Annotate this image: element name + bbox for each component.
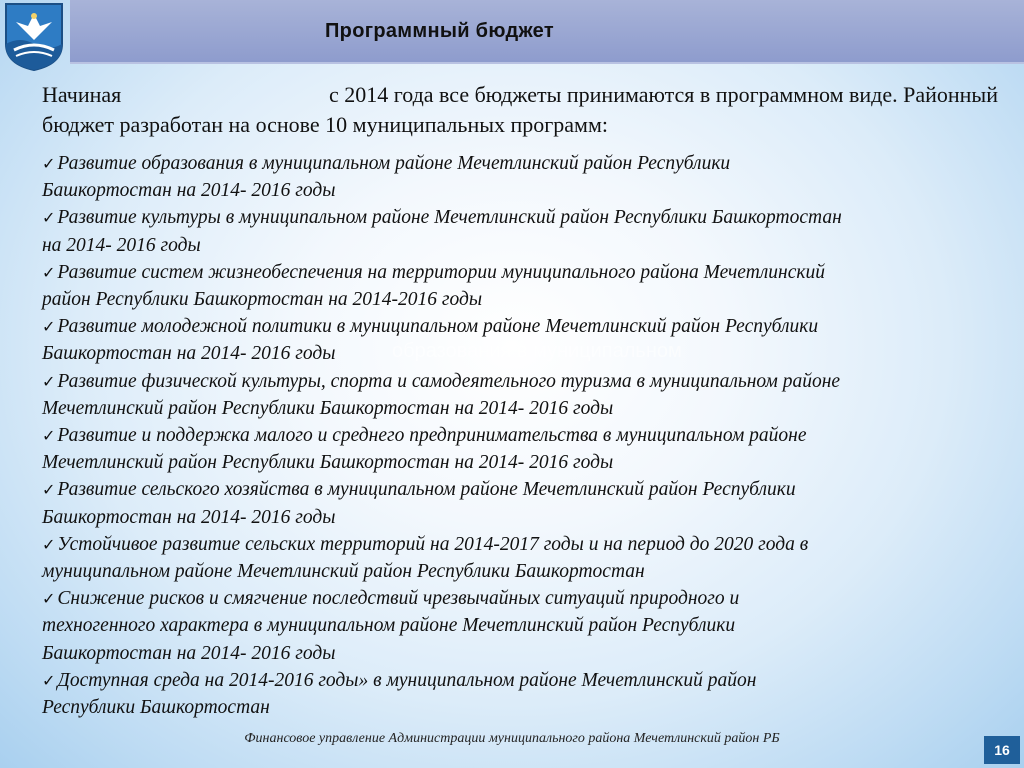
checkmark-icon: ✓ bbox=[42, 589, 56, 609]
checkmark-icon: ✓ bbox=[42, 154, 56, 173]
program-item: ✓ Устойчивое развитие сельских территорий на 2014-2017 годы и на период до 2020 года в муниципальном районе Мечетлинский район Республики Башкортостан bbox=[42, 533, 809, 583]
page-title: Программный бюджет bbox=[325, 20, 554, 42]
intro-first-word: Начиная bbox=[42, 82, 122, 107]
checkmark-icon: ✓ bbox=[42, 480, 56, 500]
program-item: ✓ Развитие сельского хозяйства в муниципальном районе Мечетлинский район Республики Башкортостан на 2014- 2016 годы bbox=[42, 479, 796, 528]
program-item: ✓ Развитие и поддержка малого и среднего предпринимательства в муниципальном районе Мечетлинский район Республики Башкортостан на 2014- 2016 годы bbox=[42, 425, 807, 474]
intro-paragraph bbox=[42, 80, 998, 140]
page-number-badge: 16 bbox=[984, 736, 1020, 764]
municipal-coat-of-arms-icon bbox=[0, 0, 68, 72]
checkmark-icon: ✓ bbox=[42, 426, 56, 446]
footer-caption: Финансовое управление Администрации муниципального района Мечетлинский район РБ bbox=[244, 731, 780, 746]
intro-line2: бюджет разработан на основе 10 муниципальных программ: bbox=[42, 112, 609, 137]
checkmark-icon: ✓ bbox=[42, 534, 56, 554]
ghost-watermark-text: образования в муниципальном bbox=[392, 340, 682, 362]
program-item: ✓ Развитие молодежной политики в муниципальном районе Мечетлинский район Республики Башкортостан на 2014- 2016 годы bbox=[42, 316, 819, 365]
program-item: ✓ Снижение рисков и смягчение последствий чрезвычайных ситуаций природного и техногенного характера в муниципальном районе Мечетлинский район Республики Башкортостан на 2014- 2016 годы bbox=[42, 588, 740, 664]
program-item: ✓ Развитие образования в муниципальном районе Мечетлинский район Республики Башкортостан на 2014- 2016 годы bbox=[42, 153, 731, 202]
header-bar bbox=[70, 0, 1024, 64]
checkmark-icon: ✓ bbox=[42, 371, 56, 391]
checkmark-icon: ✓ bbox=[42, 670, 56, 690]
program-list bbox=[42, 150, 1002, 721]
intro-line1-rest: с 2014 года все бюджеты принимаются в программном виде. Районный bbox=[328, 82, 998, 107]
program-item: ✓ Развитие культуры в муниципальном районе Мечетлинский район Республики Башкортостан на 2014- 2016 годы bbox=[42, 207, 842, 256]
checkmark-icon: ✓ bbox=[42, 262, 56, 282]
checkmark-icon: ✓ bbox=[42, 208, 56, 228]
checkmark-icon: ✓ bbox=[42, 317, 56, 337]
program-item: ✓ Развитие систем жизнеобеспечения на территории муниципального района Мечетлинский район Республики Башкортостан на 2014-2016 годы bbox=[42, 261, 825, 311]
program-item: ✓ Развитие физической культуры, спорта и самодеятельного туризма в муниципальном районе Мечетлинский район Республики Башкортостан на 2014- 2016 годы bbox=[42, 370, 841, 419]
program-item: ✓ Доступная среда на 2014-2016 годы» в муниципальном районе Мечетлинский район Республики Башкортостан bbox=[42, 669, 757, 719]
